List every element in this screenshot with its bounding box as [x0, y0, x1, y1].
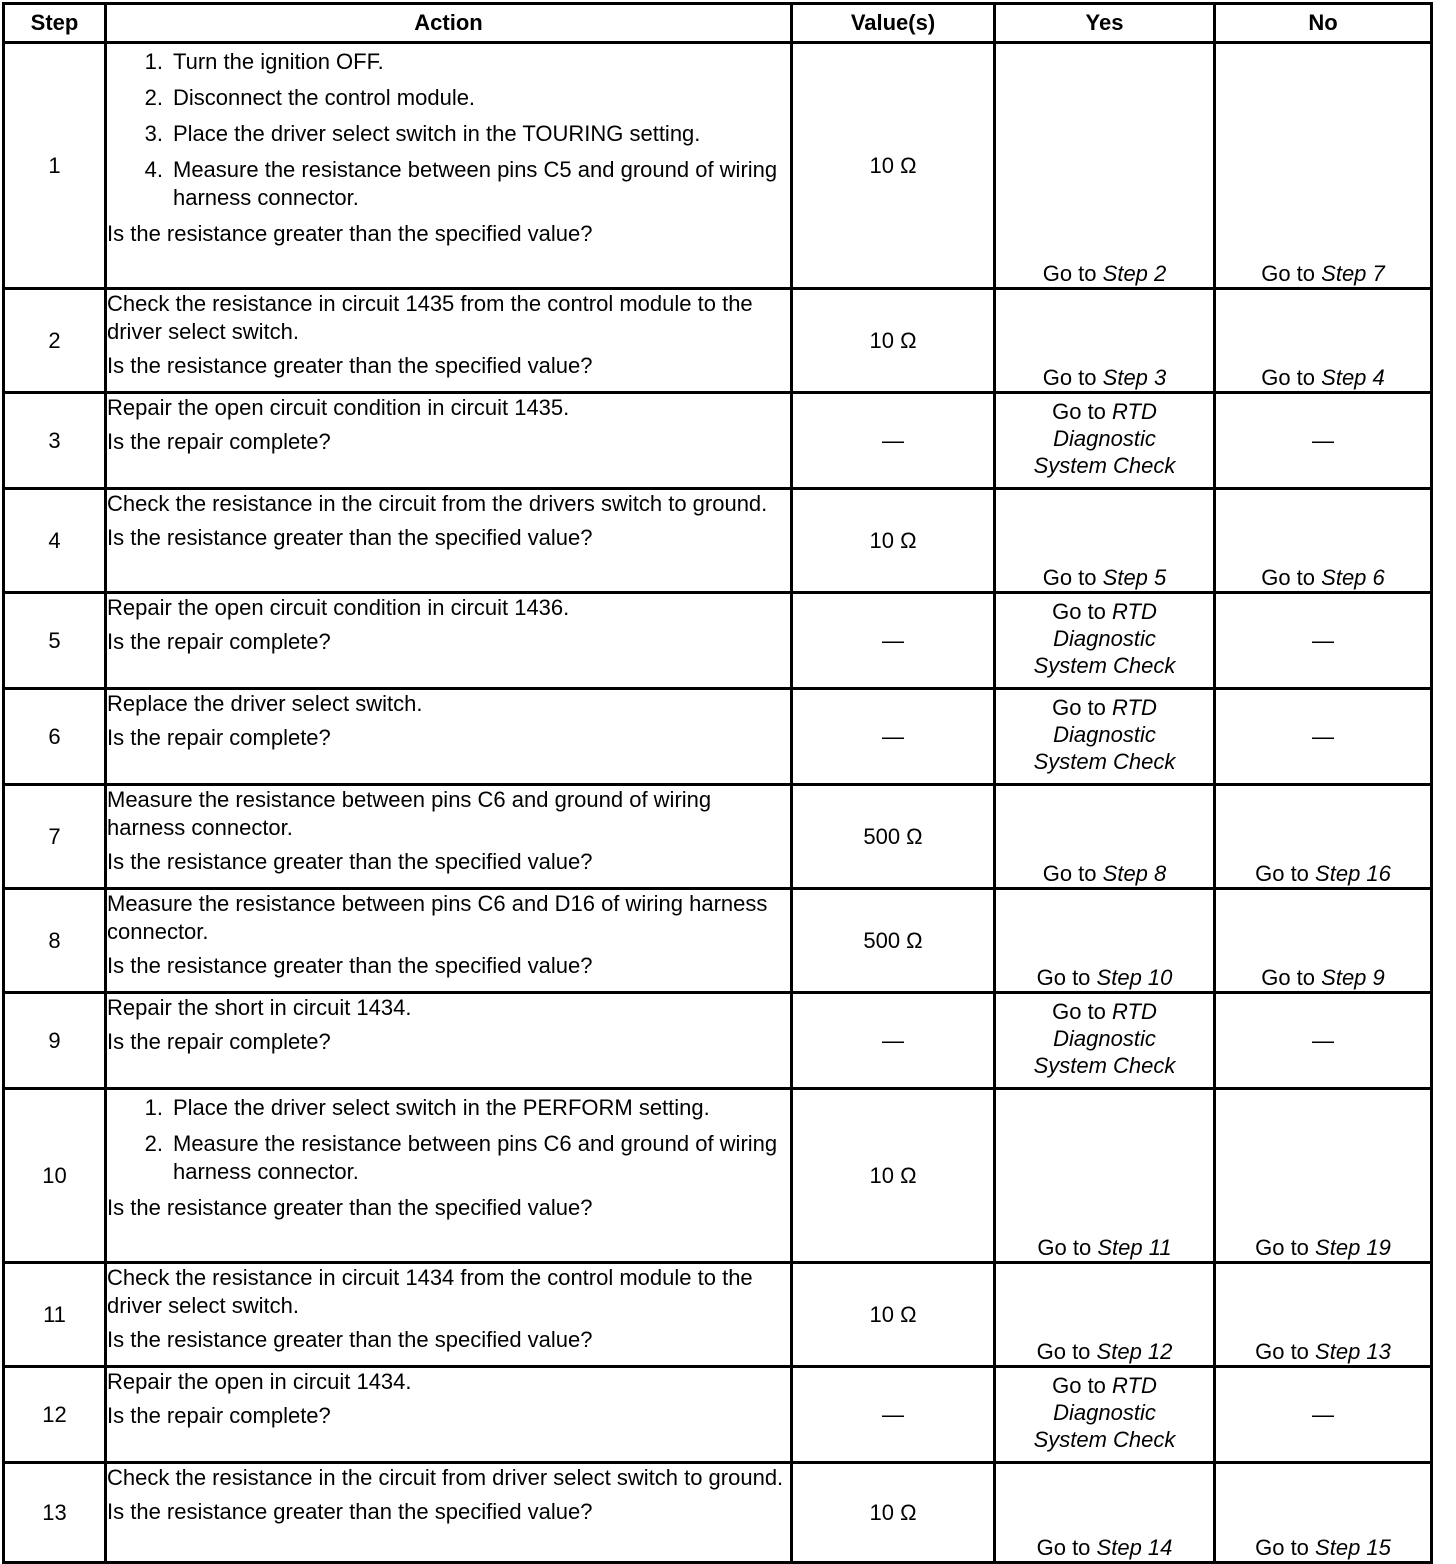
yes-goto [1020, 998, 1190, 1079]
value-cell: — [792, 393, 995, 489]
goto-prefix: Go to [1052, 695, 1106, 720]
table-row [4, 289, 1432, 393]
action-step-item [127, 120, 790, 148]
yes-cell [995, 1089, 1215, 1263]
goto-link[interactable]: Step 4 [1321, 365, 1385, 390]
table-row [4, 593, 1432, 689]
header-yes: Yes [995, 4, 1215, 43]
goto-link[interactable]: Step 9 [1321, 965, 1385, 990]
goto-link[interactable]: Step 13 [1315, 1339, 1391, 1364]
action-instruction: Check the resistance in the circuit from driver select switch to ground. [107, 1465, 784, 1490]
goto-link[interactable]: Step 6 [1321, 565, 1385, 590]
goto-prefix: Go to [1036, 1535, 1091, 1560]
goto-link[interactable]: RTD Diagnostic System Check [1033, 999, 1176, 1078]
step-cell: 13 [4, 1463, 106, 1563]
step-cell: 8 [4, 889, 106, 993]
goto-link[interactable]: Step 11 [1097, 1235, 1172, 1260]
value-cell: 10 Ω [792, 289, 995, 393]
table-row [4, 393, 1432, 489]
action-cell [106, 289, 792, 393]
action-step-item [127, 1094, 790, 1122]
action-instruction: Repair the open circuit condition in circuit 1435. [107, 395, 570, 420]
goto-link[interactable]: Step 19 [1315, 1235, 1391, 1260]
no-cell [1215, 43, 1432, 289]
yes-cell [995, 689, 1215, 785]
value-cell: 10 Ω [792, 489, 995, 593]
goto-link[interactable]: RTD Diagnostic System Check [1033, 599, 1176, 678]
goto-prefix: Go to [1255, 861, 1309, 886]
step-cell: 4 [4, 489, 106, 593]
table-row [4, 1463, 1432, 1563]
action-cell [106, 1463, 792, 1563]
step-cell: 9 [4, 993, 106, 1089]
goto-prefix: Go to [1036, 1339, 1091, 1364]
action-instruction: Repair the open circuit condition in circuit 1436. [107, 595, 570, 620]
action-cell [106, 1089, 792, 1263]
action-instruction: Check the resistance in circuit 1434 from the control module to the driver select switch. [107, 1265, 753, 1318]
action-cell [106, 993, 792, 1089]
value-cell: 10 Ω [792, 1263, 995, 1367]
action-question: Is the resistance greater than the specified value? [107, 353, 593, 378]
action-step-number: 1. [144, 49, 163, 74]
yes-cell [995, 1263, 1215, 1367]
yes-cell [995, 785, 1215, 889]
goto-link[interactable]: Step 5 [1102, 565, 1167, 590]
no-cell [1215, 489, 1432, 593]
goto-prefix: Go to [1261, 261, 1316, 286]
action-steps-list [107, 48, 790, 212]
action-question: Is the repair complete? [107, 1029, 331, 1054]
no-cell [1215, 785, 1432, 889]
action-instruction: Repair the short in circuit 1434. [107, 995, 412, 1020]
header-step: Step [4, 4, 106, 43]
no-cell [1215, 1463, 1432, 1563]
table-row [4, 1263, 1432, 1367]
value-cell: 500 Ω [792, 785, 995, 889]
goto-link[interactable]: RTD Diagnostic System Check [1033, 1373, 1176, 1452]
goto-prefix: Go to [1042, 565, 1097, 590]
table-row [4, 785, 1432, 889]
action-cell [106, 1367, 792, 1463]
goto-link[interactable]: RTD Diagnostic System Check [1033, 695, 1176, 774]
step-cell: 12 [4, 1367, 106, 1463]
action-step-number: 4. [144, 157, 163, 182]
goto-link[interactable]: Step 3 [1102, 365, 1167, 390]
goto-link[interactable]: Step 10 [1096, 965, 1173, 990]
step-cell: 1 [4, 43, 106, 289]
goto-prefix: Go to [1255, 1235, 1309, 1260]
action-question: Is the resistance greater than the specified value? [107, 1327, 593, 1352]
goto-prefix: Go to [1255, 1535, 1309, 1560]
goto-link[interactable]: Step 15 [1315, 1535, 1391, 1560]
yes-goto [1020, 694, 1190, 775]
no-cell [1215, 289, 1432, 393]
action-cell [106, 1263, 792, 1367]
action-question: Is the resistance greater than the specified value? [107, 1499, 593, 1524]
goto-link[interactable]: Step 14 [1096, 1535, 1173, 1560]
yes-cell [995, 993, 1215, 1089]
value-cell: — [792, 593, 995, 689]
action-step-number: 3. [144, 121, 163, 146]
action-step-item [127, 156, 790, 212]
no-cell: — [1215, 1367, 1432, 1463]
yes-cell [995, 1367, 1215, 1463]
action-instruction: Measure the resistance between pins C6 and ground of wiring harness connector. [107, 787, 712, 840]
yes-cell [995, 593, 1215, 689]
table-row [4, 993, 1432, 1089]
goto-prefix: Go to [1052, 599, 1106, 624]
action-instruction: Repair the open in circuit 1434. [107, 1369, 412, 1394]
goto-link[interactable]: Step 7 [1321, 261, 1385, 286]
action-question: Is the repair complete? [107, 629, 331, 654]
goto-prefix: Go to [1261, 965, 1316, 990]
value-cell: 500 Ω [792, 889, 995, 993]
value-cell: — [792, 993, 995, 1089]
yes-goto [1020, 598, 1190, 679]
goto-prefix: Go to [1255, 1339, 1309, 1364]
action-instruction: Measure the resistance between pins C6 and D16 of wiring harness connector. [107, 891, 768, 944]
action-question: Is the resistance greater than the specified value? [107, 525, 593, 550]
no-cell [1215, 889, 1432, 993]
goto-link[interactable]: Step 2 [1102, 261, 1167, 286]
yes-goto [1020, 1372, 1190, 1453]
action-step-item [127, 48, 790, 76]
action-step-text: Place the driver select switch in the PERFORM setting. [173, 1095, 710, 1120]
diagnostic-table [2, 2, 1433, 1564]
goto-prefix: Go to [1261, 565, 1316, 590]
goto-prefix: Go to [1042, 861, 1097, 886]
no-cell [1215, 1263, 1432, 1367]
goto-prefix: Go to [1052, 399, 1106, 424]
step-cell: 11 [4, 1263, 106, 1367]
action-step-text: Disconnect the control module. [173, 85, 476, 110]
goto-prefix: Go to [1042, 365, 1097, 390]
goto-prefix: Go to [1042, 261, 1097, 286]
goto-link[interactable]: Step 8 [1102, 861, 1167, 886]
yes-cell [995, 489, 1215, 593]
action-step-number: 1. [144, 1095, 163, 1120]
value-cell: 10 Ω [792, 43, 995, 289]
step-cell: 7 [4, 785, 106, 889]
step-cell: 10 [4, 1089, 106, 1263]
action-cell [106, 689, 792, 785]
yes-cell [995, 889, 1215, 993]
table-row [4, 489, 1432, 593]
yes-cell [995, 43, 1215, 289]
header-values: Value(s) [792, 4, 995, 43]
value-cell: — [792, 689, 995, 785]
step-cell: 2 [4, 289, 106, 393]
table-row [4, 43, 1432, 289]
action-question: Is the repair complete? [107, 725, 331, 750]
step-cell: 5 [4, 593, 106, 689]
header-no: No [1215, 4, 1432, 43]
action-step-text: Measure the resistance between pins C6 and ground of wiring harness connector. [173, 1131, 778, 1184]
table-row [4, 889, 1432, 993]
action-instruction: Replace the driver select switch. [107, 691, 423, 716]
no-cell [1215, 1089, 1432, 1263]
action-step-text: Turn the ignition OFF. [173, 49, 384, 74]
action-step-text: Place the driver select switch in the TOURING setting. [173, 121, 701, 146]
table-row [4, 1089, 1432, 1263]
action-step-text: Measure the resistance between pins C5 and ground of wiring harness connector. [173, 157, 778, 210]
action-question: Is the resistance greater than the specified value? [107, 221, 593, 246]
action-steps-list [107, 1094, 790, 1186]
goto-prefix: Go to [1052, 1373, 1106, 1398]
step-cell: 6 [4, 689, 106, 785]
goto-link[interactable]: Step 12 [1096, 1339, 1173, 1364]
goto-prefix: Go to [1037, 1235, 1092, 1260]
goto-link[interactable]: RTD Diagnostic System Check [1033, 399, 1176, 478]
yes-cell [995, 393, 1215, 489]
step-cell: 3 [4, 393, 106, 489]
goto-link[interactable]: Step 16 [1315, 861, 1391, 886]
action-instruction: Check the resistance in the circuit from the drivers switch to ground. [107, 491, 768, 516]
value-cell: — [792, 1367, 995, 1463]
action-cell [106, 489, 792, 593]
action-cell [106, 43, 792, 289]
header-action: Action [106, 4, 792, 43]
no-cell: — [1215, 689, 1432, 785]
action-cell [106, 393, 792, 489]
goto-prefix: Go to [1036, 965, 1091, 990]
action-step-item [127, 84, 790, 112]
table-row [4, 689, 1432, 785]
no-cell: — [1215, 393, 1432, 489]
table-body [4, 43, 1432, 1563]
value-cell: 10 Ω [792, 1089, 995, 1263]
action-step-number: 2. [144, 85, 163, 110]
action-question: Is the repair complete? [107, 1403, 331, 1428]
header-row [4, 4, 1432, 43]
goto-prefix: Go to [1052, 999, 1106, 1024]
table-row [4, 1367, 1432, 1463]
no-cell: — [1215, 593, 1432, 689]
action-question: Is the repair complete? [107, 429, 331, 454]
no-cell: — [1215, 993, 1432, 1089]
action-step-number: 2. [144, 1131, 163, 1156]
action-cell [106, 593, 792, 689]
value-cell: 10 Ω [792, 1463, 995, 1563]
action-cell [106, 889, 792, 993]
yes-cell [995, 1463, 1215, 1563]
action-instruction: Check the resistance in circuit 1435 from the control module to the driver select switch. [107, 291, 753, 344]
action-step-item [127, 1130, 790, 1186]
action-question: Is the resistance greater than the specified value? [107, 1195, 593, 1220]
action-question: Is the resistance greater than the specified value? [107, 953, 593, 978]
action-cell [106, 785, 792, 889]
yes-cell [995, 289, 1215, 393]
goto-prefix: Go to [1261, 365, 1316, 390]
yes-goto [1020, 398, 1190, 479]
action-question: Is the resistance greater than the specified value? [107, 849, 593, 874]
